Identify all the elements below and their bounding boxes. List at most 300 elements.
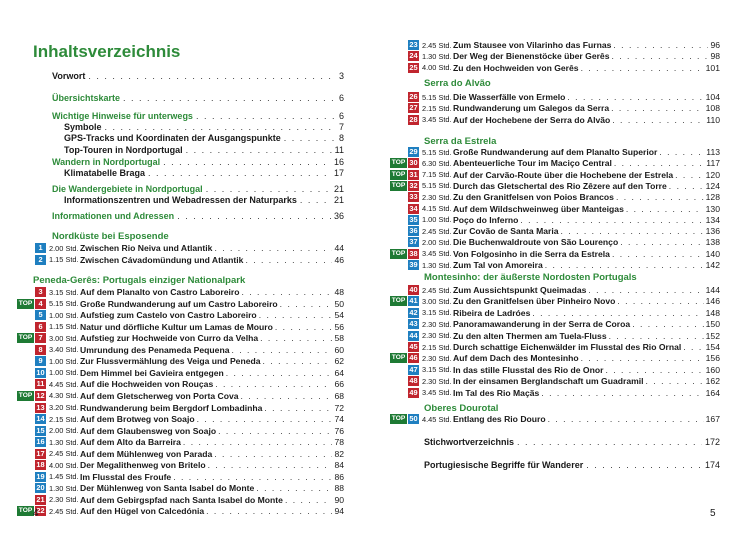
tour-name: Der Mühlenweg von Santa Isabel do Monte bbox=[80, 483, 255, 494]
tour-entry[interactable] bbox=[390, 204, 720, 214]
tour-page: 130 bbox=[705, 203, 720, 214]
tour-number: 8 bbox=[35, 345, 46, 355]
tour-page: 142 bbox=[705, 260, 720, 270]
section-heading-peneda: Peneda-Gerês: Portugals einziger Nationalpark bbox=[33, 275, 246, 286]
top-badge: TOP bbox=[391, 354, 406, 362]
tour-duration: 1.30 Std. bbox=[422, 260, 452, 270]
tour-number: 44 bbox=[409, 330, 418, 340]
tour-number: 41 bbox=[409, 296, 418, 306]
tour-page: 156 bbox=[705, 353, 720, 364]
toc-page: 17 bbox=[333, 167, 344, 178]
tour-duration: 3.20 Std. bbox=[49, 403, 79, 412]
toc-label: Wichtige Hinweise für unterwegs bbox=[52, 110, 193, 121]
tour-number: 43 bbox=[409, 319, 418, 329]
tour-entry[interactable] bbox=[390, 331, 720, 341]
tour-entry[interactable] bbox=[390, 147, 720, 157]
tour-page: 120 bbox=[705, 169, 720, 180]
tour-duration: 3.45 Std. bbox=[422, 115, 452, 125]
tour-name: Auf dem Gletscherweg von Porta Cova bbox=[80, 390, 239, 401]
tour-number: 13 bbox=[36, 402, 45, 412]
toc-label: Informationen und Adressen bbox=[52, 210, 175, 221]
tour-page: 144 bbox=[705, 285, 720, 295]
tour-name: Große Rundwanderung auf um Castro Laboreiro bbox=[80, 298, 278, 309]
tour-name: Auf dem Mühlenweg von Parada bbox=[80, 448, 213, 459]
tour-page: 62 bbox=[334, 356, 344, 367]
tour-number: 12 bbox=[36, 390, 45, 400]
toc-page: 16 bbox=[333, 156, 344, 167]
tour-page: 88 bbox=[334, 483, 344, 494]
tour-number: 20 bbox=[36, 483, 45, 493]
tour-page: 101 bbox=[705, 62, 720, 73]
tour-name: Im Tal des Rio Maçãs bbox=[453, 387, 540, 398]
tour-duration: 3.00 Std. bbox=[49, 333, 79, 343]
tour-entry[interactable] bbox=[390, 237, 720, 247]
tour-duration: 1.00 Std. bbox=[422, 215, 452, 225]
tour-entry[interactable] bbox=[17, 310, 344, 320]
tour-number: 15 bbox=[36, 425, 45, 435]
tour-duration: 2.15 Std. bbox=[422, 103, 452, 113]
toc-hinweise[interactable] bbox=[52, 110, 344, 121]
tour-number: 18 bbox=[36, 460, 45, 470]
tour-number: 5 bbox=[35, 310, 46, 320]
tour-page: 46 bbox=[334, 254, 344, 265]
tour-duration: 2.45 Std. bbox=[422, 285, 452, 295]
tour-page: 96 bbox=[710, 40, 720, 50]
tour-name: Durch das Gletschertal des Rio Zêzere auf den Torre bbox=[453, 180, 667, 191]
tour-number: 37 bbox=[409, 237, 418, 247]
tour-name: Zum Stausee von Vilarinho das Furnas bbox=[453, 40, 612, 50]
tour-page: 56 bbox=[334, 321, 344, 332]
tour-duration: 2.30 Std. bbox=[422, 319, 452, 329]
tour-entry[interactable] bbox=[17, 449, 344, 459]
tour-duration: 2.00 Std. bbox=[49, 243, 79, 253]
tour-name: Die Buchenwaldroute von São Lourenço bbox=[453, 237, 619, 248]
tour-name: Aufstieg zur Hochweide von Curro da Velha bbox=[80, 333, 259, 344]
tour-page: 82 bbox=[334, 448, 344, 459]
tour-name: Auf die Hochweiden von Rouças bbox=[80, 379, 214, 390]
tour-duration: 1.00 Std. bbox=[49, 310, 79, 320]
tour-duration: 1.30 Std. bbox=[422, 51, 452, 61]
tour-number: 35 bbox=[409, 214, 418, 224]
tour-duration: 3.40 Std. bbox=[49, 345, 79, 355]
tour-page: 162 bbox=[705, 376, 720, 387]
tour-name: Panoramawanderung in der Serra de Coroa bbox=[453, 319, 631, 330]
tour-entry[interactable] bbox=[17, 368, 344, 378]
tour-number: 22 bbox=[36, 506, 45, 516]
tour-duration: 2.45 Std. bbox=[49, 506, 79, 516]
tour-name: Im Flusstal des Froufe bbox=[80, 471, 172, 482]
tour-name: Zur Covão de Santa Maria bbox=[453, 226, 559, 237]
tour-page: 164 bbox=[705, 387, 720, 398]
tour-entry[interactable] bbox=[390, 92, 720, 102]
tour-page: 64 bbox=[334, 367, 344, 378]
tour-entry[interactable] bbox=[390, 249, 720, 259]
tour-page: 50 bbox=[334, 298, 344, 309]
tour-page: 154 bbox=[705, 342, 720, 352]
tour-page: 124 bbox=[705, 180, 720, 191]
tour-number: 3 bbox=[35, 287, 46, 297]
tour-name: Auf dem Glaubensweg von Soajo bbox=[80, 425, 217, 436]
tour-duration: 2.30 Std. bbox=[422, 353, 452, 363]
toc-page: 7 bbox=[338, 121, 344, 132]
tour-name: Zu den alten Thermen am Tuela-Fluss bbox=[453, 330, 607, 341]
tour-name: Große Rundwanderung auf dem Planalto Superior bbox=[453, 147, 658, 157]
tour-entry[interactable] bbox=[17, 483, 344, 493]
tour-duration: 5.15 Std. bbox=[422, 181, 452, 191]
tour-name: Auf dem Wildschweinweg über Manteigas bbox=[453, 203, 624, 214]
tour-name: Auf dem Brotweg von Soajo bbox=[80, 414, 195, 425]
tour-number: 49 bbox=[409, 387, 418, 397]
tour-number: 11 bbox=[36, 379, 45, 389]
tour-duration: 4.30 Std. bbox=[49, 391, 79, 401]
tour-page: 76 bbox=[334, 425, 344, 436]
toc-page: 174 bbox=[704, 459, 720, 470]
tour-name: Auf dem Gebirgspfad nach Santa Isabel do Monte bbox=[80, 494, 283, 505]
tour-name: Der Weg der Bienenstöcke über Gerês bbox=[453, 51, 610, 62]
tour-entry[interactable] bbox=[17, 243, 344, 253]
toc-stichwort[interactable] bbox=[424, 436, 720, 447]
tour-name: Ribeira de Ladróes bbox=[453, 307, 531, 318]
tour-entry[interactable] bbox=[390, 40, 720, 50]
tour-page: 148 bbox=[705, 307, 720, 318]
tour-entry[interactable] bbox=[17, 472, 344, 482]
tour-name: Zwischen Rio Neiva und Atlantik bbox=[80, 243, 213, 253]
tour-page: 113 bbox=[706, 147, 720, 157]
tour-number: 17 bbox=[36, 448, 45, 458]
tour-duration: 1.30 Std. bbox=[49, 483, 79, 493]
top-badge: TOP bbox=[18, 334, 33, 342]
tour-entry[interactable] bbox=[390, 158, 720, 168]
tour-name: Auf dem Planalto von Castro Laboreiro bbox=[80, 287, 240, 297]
tour-page: 86 bbox=[334, 471, 344, 482]
tour-entry[interactable] bbox=[17, 333, 344, 343]
tour-page: 150 bbox=[705, 319, 720, 330]
tour-duration: 2.00 Std. bbox=[422, 237, 452, 247]
toc-subentry[interactable] bbox=[64, 194, 344, 205]
tour-entry[interactable] bbox=[390, 353, 720, 363]
tour-name: Auf der Carvão-Route über die Hochebene der Estrela bbox=[453, 169, 674, 180]
tour-page: 160 bbox=[705, 364, 720, 375]
tour-number: 45 bbox=[409, 342, 418, 351]
toc-label: Portugiesische Begriffe für Wanderer bbox=[424, 459, 584, 470]
tour-number: 9 bbox=[35, 356, 46, 366]
tour-number: 23 bbox=[409, 40, 418, 49]
toc-label: Wandern in Nordportugal bbox=[52, 156, 161, 167]
tour-duration: 5.15 Std. bbox=[49, 299, 79, 309]
tour-page: 58 bbox=[334, 333, 344, 344]
tour-entry[interactable] bbox=[390, 376, 720, 386]
tour-number: 27 bbox=[409, 103, 418, 113]
tour-entry[interactable] bbox=[390, 192, 720, 202]
page-number-left: 4 bbox=[33, 508, 39, 519]
tour-number: 50 bbox=[409, 414, 418, 423]
tour-duration: 5.15 Std. bbox=[422, 92, 452, 102]
tour-entry[interactable] bbox=[17, 345, 344, 355]
top-badge: TOP bbox=[391, 249, 406, 257]
toc-page: 172 bbox=[704, 436, 720, 447]
tour-duration: 2.30 Std. bbox=[49, 495, 79, 505]
tour-entry[interactable] bbox=[390, 170, 720, 180]
tour-page: 98 bbox=[710, 51, 720, 62]
tour-number: 16 bbox=[36, 437, 45, 447]
tour-duration: 3.00 Std. bbox=[422, 296, 452, 306]
top-badge: TOP bbox=[391, 297, 406, 305]
tour-entry[interactable] bbox=[390, 51, 720, 61]
tour-duration: 1.00 Std. bbox=[49, 356, 79, 366]
tour-entry[interactable] bbox=[390, 103, 720, 113]
top-badge: TOP bbox=[18, 507, 33, 515]
tour-duration: 1.00 Std. bbox=[49, 368, 79, 378]
toc-wandern[interactable] bbox=[52, 156, 344, 167]
tour-name: Entlang des Rio Douro bbox=[453, 414, 546, 424]
toc-label: Stichwortverzeichnis bbox=[424, 436, 515, 447]
toc-subentry[interactable] bbox=[64, 144, 344, 155]
toc-label: Symbole bbox=[64, 121, 102, 132]
tour-duration: 2.45 Std. bbox=[422, 40, 452, 50]
tour-number: 1 bbox=[35, 243, 46, 253]
tour-number: 14 bbox=[36, 414, 45, 424]
tour-name: Durch schattige Eichenwälder im Flusstal des Rio Ornal bbox=[453, 342, 682, 352]
page-title: Inhaltsverzeichnis bbox=[33, 42, 181, 61]
tour-duration: 1.15 Std. bbox=[49, 255, 79, 265]
tour-name: In der einsamen Berglandschaft um Guadramil bbox=[453, 376, 644, 387]
toc-page: 8 bbox=[338, 133, 344, 143]
tour-number: 46 bbox=[409, 353, 418, 363]
tour-entry[interactable] bbox=[17, 460, 344, 470]
tour-page: 146 bbox=[705, 296, 720, 307]
tour-name: Zur Flussvermählung des Veiga und Peneda bbox=[80, 356, 261, 367]
tour-name: Auf den Hügel von Calcedónia bbox=[80, 506, 205, 517]
tour-page: 84 bbox=[334, 460, 344, 471]
toc-label: Übersichtskarte bbox=[52, 92, 121, 103]
tour-number: 6 bbox=[35, 322, 46, 332]
toc-page: 21 bbox=[333, 183, 344, 194]
tour-duration: 2.30 Std. bbox=[422, 192, 452, 202]
tour-entry[interactable] bbox=[17, 403, 344, 413]
tour-page: 134 bbox=[705, 214, 720, 225]
tour-page: 66 bbox=[334, 379, 344, 390]
tour-name: In das stille Flusstal des Rio de Onor bbox=[453, 364, 604, 375]
tour-name: Zu den Granitfelsen von Poios Brancos bbox=[453, 192, 614, 203]
toc-page: 6 bbox=[338, 110, 344, 121]
top-badge: TOP bbox=[18, 391, 33, 399]
tour-duration: 4.45 Std. bbox=[49, 379, 79, 389]
tour-duration: 3.15 Std. bbox=[422, 365, 452, 375]
tour-name: Die Wasserfälle von Ermelo bbox=[453, 92, 566, 102]
tour-page: 108 bbox=[705, 103, 720, 114]
toc-begriffe[interactable] bbox=[424, 459, 720, 470]
tour-entry[interactable] bbox=[17, 437, 344, 447]
tour-number: 32 bbox=[409, 180, 418, 190]
tour-duration: 1.15 Std. bbox=[49, 322, 79, 332]
top-badge: TOP bbox=[391, 181, 406, 189]
tour-duration: 1.30 Std. bbox=[49, 437, 79, 447]
tour-page: 152 bbox=[705, 330, 720, 341]
tour-entry[interactable] bbox=[390, 181, 720, 191]
tour-number: 47 bbox=[409, 364, 418, 374]
tour-number: 33 bbox=[409, 192, 418, 202]
tour-number: 10 bbox=[36, 367, 45, 377]
tour-entry[interactable] bbox=[390, 115, 720, 125]
tour-page: 136 bbox=[705, 226, 720, 237]
toc-subentry[interactable] bbox=[64, 167, 344, 178]
tour-duration: 4.45 Std. bbox=[422, 414, 452, 424]
toc-subentry[interactable] bbox=[64, 133, 344, 144]
toc-page: 11 bbox=[334, 144, 344, 155]
tour-name: Auf dem Dach des Montesinho bbox=[453, 353, 579, 364]
tour-name: Zum Aussichtspunkt Queimadas bbox=[453, 285, 587, 295]
section-heading-estrela: Serra da Estrela bbox=[424, 136, 497, 147]
tour-page: 167 bbox=[705, 414, 720, 424]
tour-page: 44 bbox=[334, 243, 344, 253]
tour-page: 104 bbox=[705, 92, 720, 102]
tour-name: Rundwanderung um Galegos da Serra bbox=[453, 103, 610, 114]
tour-entry[interactable] bbox=[390, 260, 720, 270]
tour-number: 7 bbox=[35, 333, 46, 343]
tour-name: Natur und dörfliche Kultur um Lamas de Mouro bbox=[80, 321, 273, 332]
tour-number: 24 bbox=[409, 51, 418, 61]
toc-gebiete[interactable] bbox=[52, 183, 344, 194]
tour-duration: 5.15 Std. bbox=[422, 147, 452, 157]
tour-duration: 2.15 Std. bbox=[422, 342, 452, 352]
tour-name: Zu den Granitfelsen über Pinheiro Novo bbox=[453, 296, 616, 307]
tour-entry[interactable] bbox=[17, 322, 344, 332]
tour-page: 60 bbox=[334, 344, 344, 355]
tour-entry[interactable] bbox=[390, 285, 720, 295]
tour-duration: 6.30 Std. bbox=[422, 158, 452, 168]
tour-duration: 3.45 Std. bbox=[422, 388, 452, 398]
toc-subentry[interactable] bbox=[64, 121, 344, 132]
tour-entry[interactable] bbox=[17, 379, 344, 389]
tour-number: 19 bbox=[36, 471, 45, 481]
tour-page: 138 bbox=[705, 237, 720, 248]
tour-name: Aufstieg zum Castelo von Castro Laboreiro bbox=[80, 310, 257, 321]
tour-name: Zwischen Cávadomündung und Atlantik bbox=[80, 254, 244, 265]
tour-entry[interactable] bbox=[390, 414, 720, 424]
tour-page: 72 bbox=[334, 402, 344, 413]
tour-name: Poço do Inferno bbox=[453, 214, 519, 225]
tour-duration: 2.45 Std. bbox=[49, 449, 79, 459]
tour-page: 128 bbox=[705, 192, 720, 203]
section-heading-dourotal: Oberes Dourotal bbox=[424, 403, 499, 414]
tour-duration: 4.00 Std. bbox=[49, 460, 79, 470]
tour-entry[interactable] bbox=[17, 391, 344, 401]
tour-name: Rundwanderung beim Bergdorf Lombadinha bbox=[80, 402, 263, 413]
toc-infos[interactable] bbox=[52, 210, 344, 221]
tour-number: 4 bbox=[35, 299, 46, 309]
toc-label: Vorwort bbox=[52, 70, 86, 81]
toc-page: 21 bbox=[333, 194, 344, 205]
tour-name: Abenteuerliche Tour im Maciço Central bbox=[453, 158, 612, 169]
tour-entry[interactable] bbox=[17, 255, 344, 265]
tour-entry[interactable] bbox=[390, 63, 720, 73]
tour-name: Von Folgosinho in die Serra da Estrela bbox=[453, 248, 610, 259]
toc-page: 6 bbox=[338, 92, 344, 103]
tour-entry[interactable] bbox=[390, 308, 720, 318]
toc-page: 36 bbox=[333, 210, 344, 221]
tour-number: 29 bbox=[409, 147, 418, 156]
tour-entry[interactable] bbox=[390, 365, 720, 375]
tour-number: 39 bbox=[409, 260, 418, 269]
tour-entry[interactable] bbox=[390, 296, 720, 306]
page-number-right: 5 bbox=[710, 508, 716, 519]
tour-entry[interactable] bbox=[390, 342, 720, 352]
toc-label: Die Wandergebiete in Nordportugal bbox=[52, 183, 203, 194]
tour-duration: 2.00 Std. bbox=[49, 426, 79, 436]
tour-entry[interactable] bbox=[17, 495, 344, 505]
top-badge: TOP bbox=[391, 415, 406, 422]
tour-name: Der Megalithenweg von Britelo bbox=[80, 460, 206, 471]
tour-name: Zu den Hochweiden von Gerês bbox=[453, 62, 579, 73]
tour-entry[interactable] bbox=[390, 226, 720, 236]
tour-number: 25 bbox=[409, 62, 418, 72]
toc-label: Top-Touren in Nordportugal bbox=[64, 144, 183, 155]
tour-number: 28 bbox=[409, 114, 418, 124]
tour-page: 110 bbox=[706, 114, 720, 125]
tour-entry[interactable] bbox=[390, 388, 720, 398]
tour-duration: 3.15 Std. bbox=[49, 287, 79, 297]
tour-duration: 3.45 Std. bbox=[422, 249, 452, 259]
tour-entry[interactable] bbox=[17, 287, 344, 297]
tour-number: 2 bbox=[35, 255, 46, 265]
toc-page: 3 bbox=[338, 70, 344, 81]
tour-number: 21 bbox=[36, 494, 45, 504]
tour-duration: 2.15 Std. bbox=[49, 414, 79, 424]
tour-entry[interactable] bbox=[390, 319, 720, 329]
toc-vorwort[interactable] bbox=[52, 70, 344, 81]
tour-entry[interactable] bbox=[17, 356, 344, 366]
tour-duration: 7.15 Std. bbox=[422, 170, 452, 180]
tour-name: Umrundung des Penameda Pequena bbox=[80, 344, 230, 355]
tour-entry[interactable] bbox=[17, 426, 344, 436]
tour-number: 30 bbox=[409, 158, 418, 168]
tour-entry[interactable] bbox=[17, 506, 344, 516]
toc-label: Klimatabelle Braga bbox=[64, 167, 146, 178]
tour-page: 78 bbox=[334, 437, 344, 448]
tour-entry[interactable] bbox=[390, 215, 720, 225]
tour-page: 48 bbox=[334, 287, 344, 297]
toc-label: GPS-Tracks und Koordinaten der Ausgangspunkte bbox=[64, 133, 281, 143]
tour-page: 68 bbox=[334, 390, 344, 401]
tour-page: 94 bbox=[334, 506, 344, 517]
tour-entry[interactable] bbox=[17, 299, 344, 309]
tour-number: 34 bbox=[409, 203, 418, 213]
tour-name: Dem Himmel bei Gavieira entgegen bbox=[80, 367, 224, 378]
tour-duration: 3.15 Std. bbox=[422, 308, 452, 318]
section-heading-nordkueste: Nordküste bei Esposende bbox=[52, 231, 169, 242]
tour-number: 31 bbox=[409, 169, 418, 179]
tour-page: 140 bbox=[705, 248, 720, 259]
tour-duration: 2.30 Std. bbox=[422, 376, 452, 386]
tour-page: 90 bbox=[334, 494, 344, 505]
section-heading-alvao: Serra do Alvão bbox=[424, 78, 491, 89]
tour-page: 74 bbox=[334, 414, 344, 425]
tour-duration: 2.45 Std. bbox=[422, 226, 452, 236]
tour-page: 54 bbox=[334, 310, 344, 321]
top-badge: TOP bbox=[391, 170, 406, 178]
tour-name: Auf dem Alto da Barreira bbox=[80, 437, 181, 448]
toc-uebersicht[interactable] bbox=[52, 92, 344, 103]
section-heading-montesinho: Montesinho: der äußerste Nordosten Portugals bbox=[424, 272, 637, 283]
tour-name: Zum Tal von Amoreira bbox=[453, 260, 543, 270]
tour-name: Auf der Hochebene der Serra do Alvão bbox=[453, 114, 611, 125]
tour-number: 38 bbox=[409, 248, 418, 258]
tour-duration: 4.00 Std. bbox=[422, 63, 452, 73]
tour-page: 117 bbox=[706, 158, 720, 169]
tour-entry[interactable] bbox=[17, 414, 344, 424]
tour-duration: 2.30 Std. bbox=[422, 331, 452, 341]
tour-duration: 1.45 Std. bbox=[49, 472, 79, 482]
